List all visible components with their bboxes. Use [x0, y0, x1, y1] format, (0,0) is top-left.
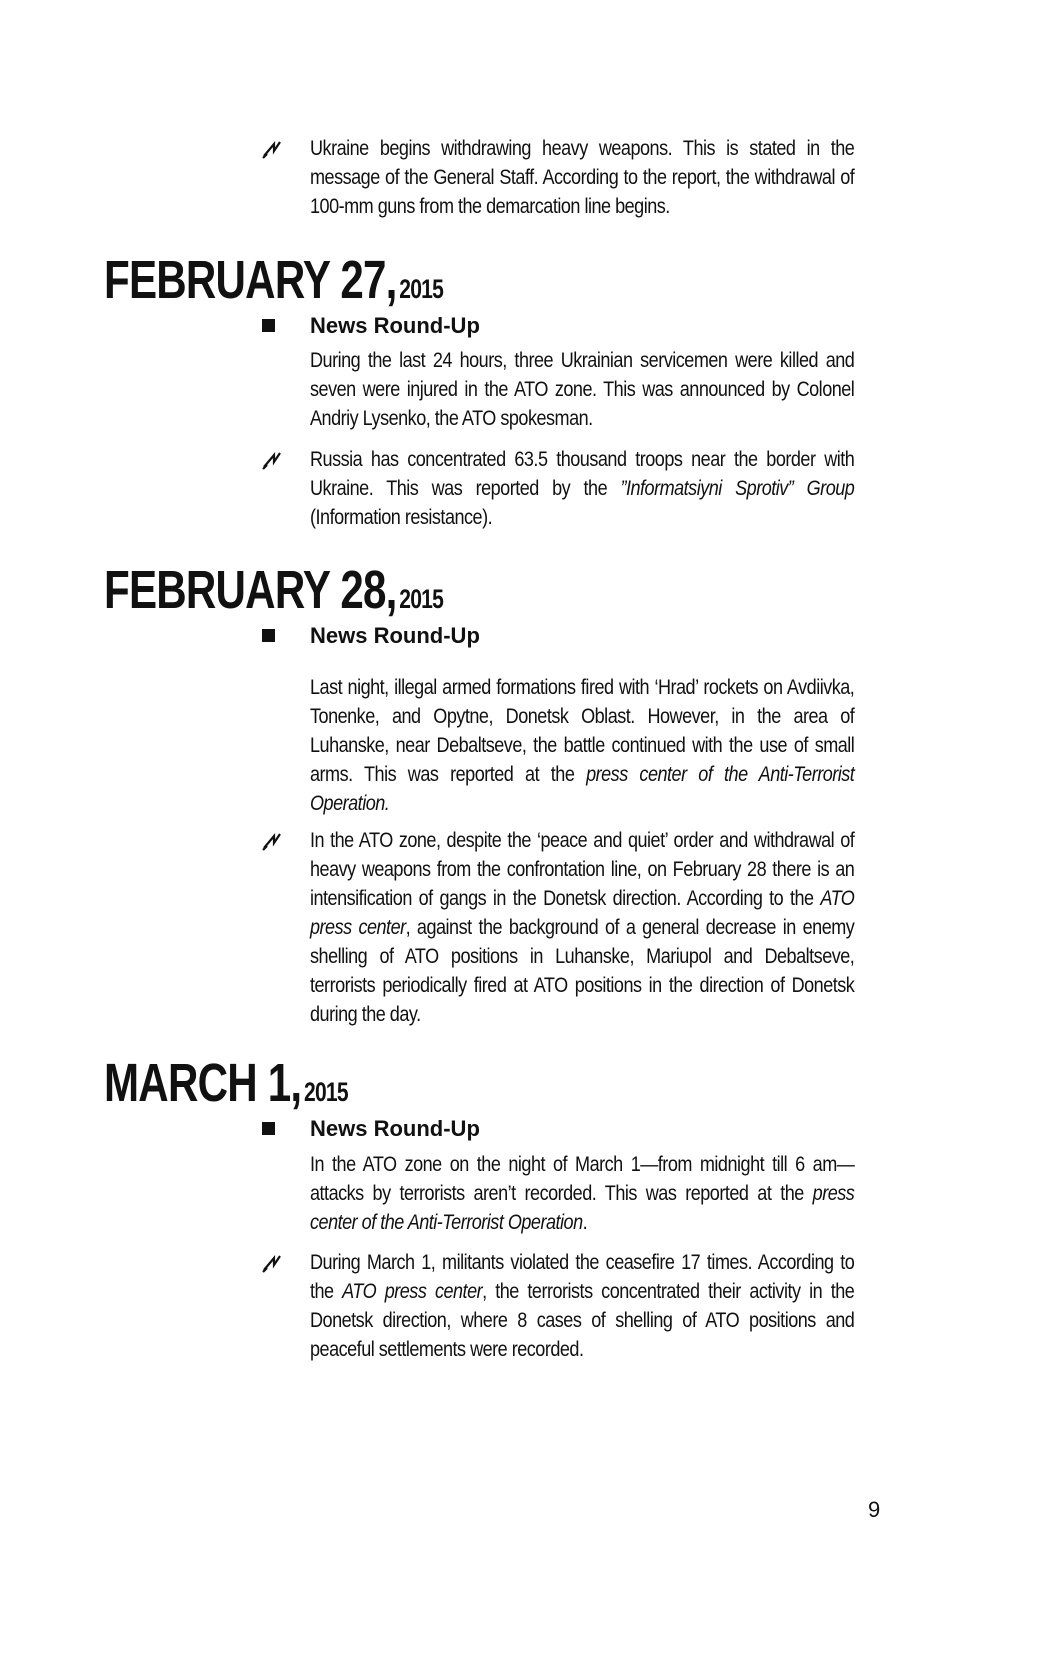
news-entry-text: In the ATO zone, despite the ‘peace and quiet’ order and withdrawal of heavy weapons from the confrontation line, on February 28 there is an intensification of gangs in the Donetsk direction. According to the ATO press center, against the background of a general decrease in enemy shelling of ATO positions in Luhanske, Mariupol and Debaltseve, terrorists periodically fired at ATO positions in the direction of Donetsk during the day.: [310, 828, 855, 1026]
section-date: FEBRUARY 27,: [104, 250, 397, 310]
section-date: MARCH 1,: [104, 1053, 302, 1113]
section-year: 2015: [399, 584, 444, 614]
lightning-bolt-icon: [262, 1252, 282, 1274]
news-entry: [262, 1248, 892, 1364]
section-heading: [104, 250, 443, 319]
lightning-bolt-icon: [262, 138, 282, 160]
news-entry: [262, 826, 892, 1029]
black-square-icon: [262, 629, 275, 642]
news-roundup-label: News Round-Up: [310, 1116, 480, 1141]
news-roundup-text: Last night, illegal armed formations fired with ‘Hrad’ rockets on Avdiivka, Tonenke, and Opytne, Donetsk Oblast. However, in the area of Luhanske, near Debaltseve, the battle continued with the use of small arms. This was reported at the press center of the Anti-Terrorist Operation.: [310, 675, 855, 815]
section-year: 2015: [304, 1077, 348, 1107]
news-entry-text: Russia has concentrated 63.5 thousand troops near the border with Ukraine. This was reported by the ”Informatsiyni Sprotiv” Group (Information resistance).: [310, 447, 855, 529]
news-entry-text: During March 1, militants violated the ceasefire 17 times. According to the ATO press center, the terrorists concentrated their activity in the Donetsk direction, where 8 cases of shelling of ATO positions and peaceful settlements were recorded.: [310, 1250, 855, 1361]
news-roundup-text: In the ATO zone on the night of March 1—from midnight till 6 am—attacks by terrorists aren’t recorded. This was reported at the press center of the Anti-Terrorist Operation.: [310, 1152, 855, 1234]
lightning-bolt-icon: [262, 830, 282, 852]
section-year: 2015: [399, 274, 444, 304]
black-square-icon: [262, 319, 275, 332]
black-square-icon: [262, 1122, 275, 1135]
section-heading: [104, 1053, 348, 1122]
news-entry: [262, 134, 892, 221]
news-roundup-body: [262, 346, 892, 433]
news-roundup-body: [262, 1150, 892, 1237]
page-number: 9: [868, 1497, 881, 1522]
section-heading: [104, 560, 443, 629]
news-entry-text: Ukraine begins withdrawing heavy weapons. This is stated in the message of the General Staff. According to the report, the withdrawal of 100-mm guns from the demarcation line begins.: [310, 136, 855, 218]
section-date: FEBRUARY 28,: [104, 560, 397, 620]
news-roundup-label: News Round-Up: [310, 313, 480, 338]
news-roundup-text: During the last 24 hours, three Ukrainian servicemen were killed and seven were injured in the ATO zone. This was announced by Colonel Andriy Lysenko, the ATO spokesman.: [310, 348, 855, 430]
news-roundup-label: News Round-Up: [310, 623, 480, 648]
news-roundup-body: [262, 673, 892, 818]
lightning-bolt-icon: [262, 449, 282, 471]
news-entry: [262, 445, 892, 532]
